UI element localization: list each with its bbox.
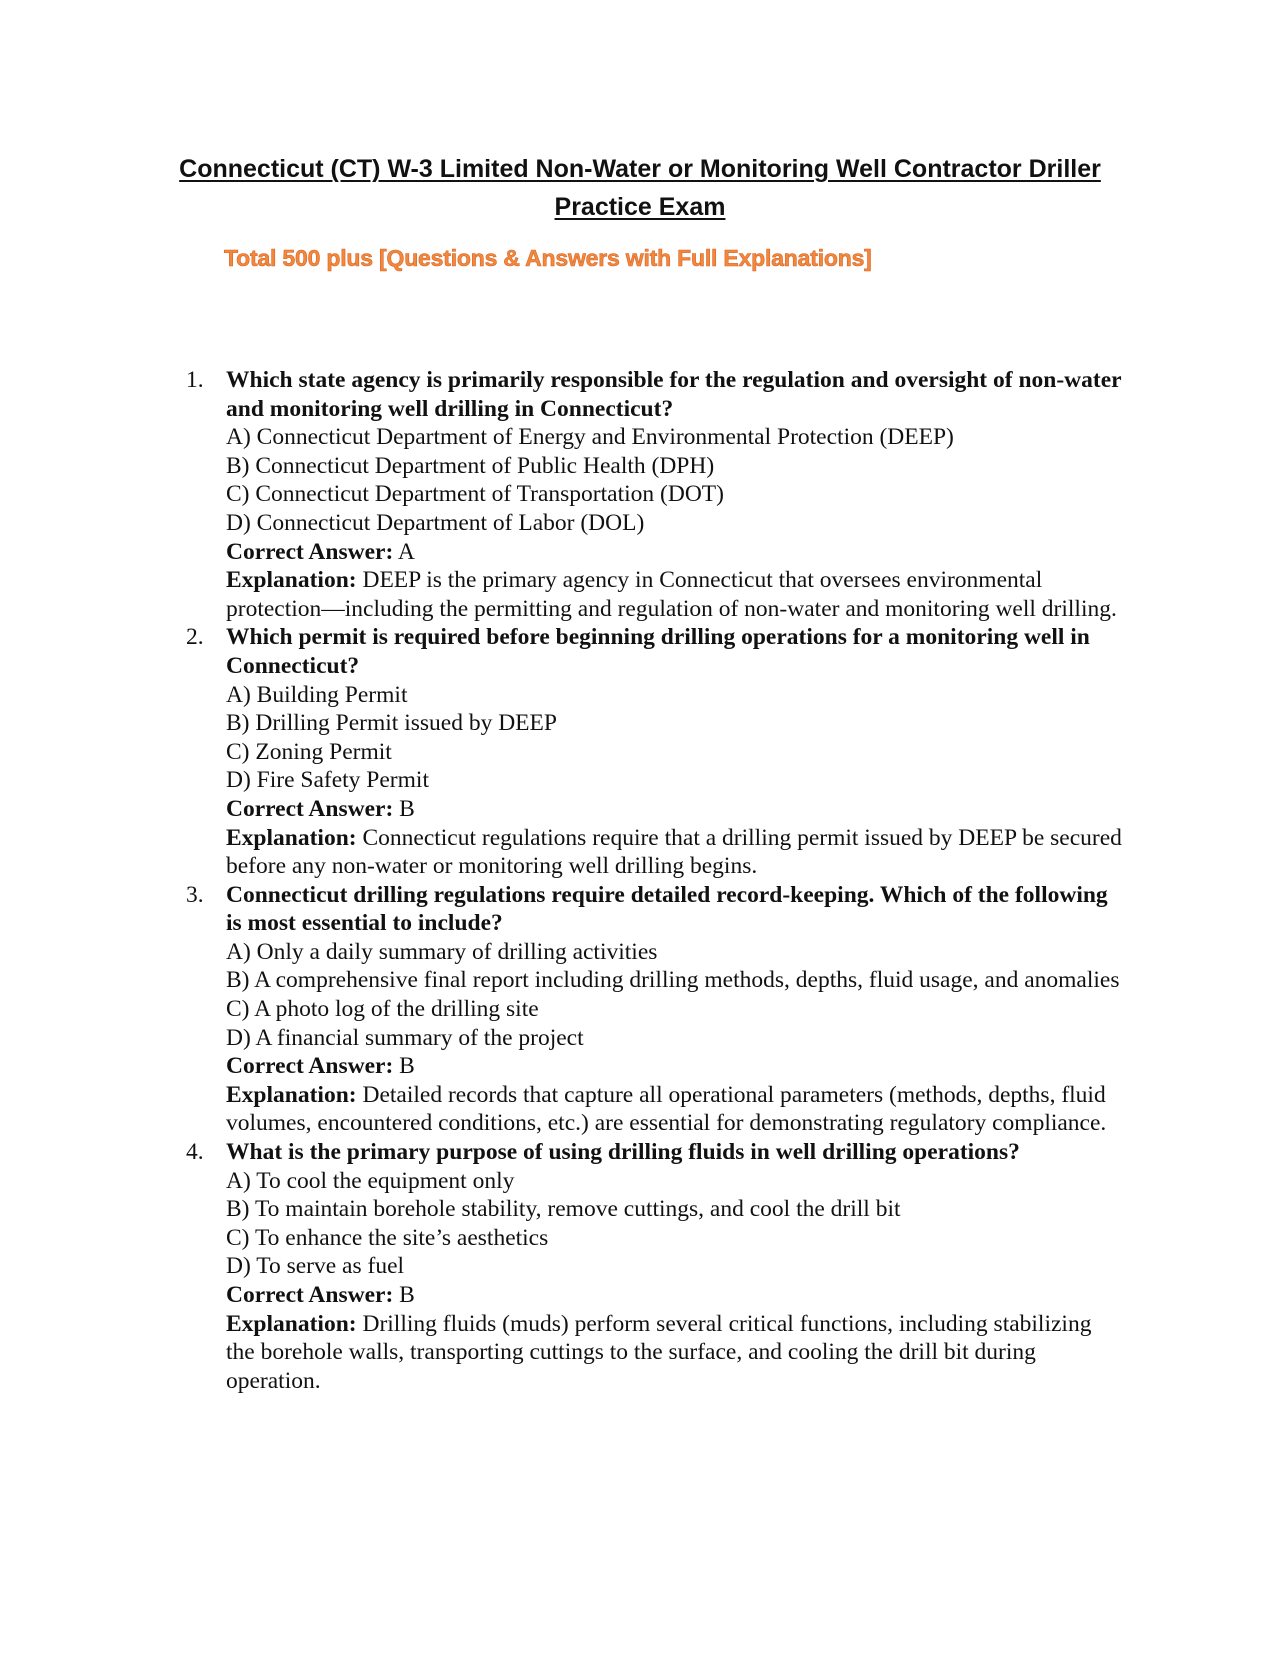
correct-answer-label: Correct Answer: <box>226 1282 394 1308</box>
answer-option: C) Connecticut Department of Transportation (DOT) <box>226 481 724 508</box>
correct-answer <box>226 1281 1126 1310</box>
explanation-text: Detailed records that capture all operational parameters (methods, depths, fluid volumes, encountered conditions, etc.) are essential for demonstrating regulatory compliance. <box>226 1081 1107 1137</box>
question-number: 2. <box>186 624 204 651</box>
correct-answer <box>226 538 1126 567</box>
question-number: 4. <box>186 1139 204 1166</box>
explanation <box>226 1310 1126 1396</box>
answer-option: A) To cool the equipment only <box>226 1167 515 1194</box>
answer-option: D) To serve as fuel <box>226 1253 405 1280</box>
title-line-2: Practice Exam <box>554 193 726 221</box>
question-number: 1. <box>186 367 204 393</box>
question-item <box>186 366 1126 623</box>
title-line-1: Connecticut (CT) W-3 Limited Non-Water or Monitoring Well Contractor Driller <box>179 155 1101 183</box>
question-list <box>186 366 1126 1395</box>
explanation-label: Explanation: <box>226 1310 357 1337</box>
answer-option: A) Only a daily summary of drilling activities <box>226 938 658 965</box>
answer-option: C) Zoning Permit <box>226 738 392 765</box>
explanation <box>226 824 1126 881</box>
correct-answer <box>226 1052 1126 1081</box>
answer-option: D) Fire Safety Permit <box>226 767 429 794</box>
explanation-text: DEEP is the primary agency in Connecticut that oversees environmental protection—including the permitting and regulation of non-water and monitoring well drilling. <box>226 567 1117 622</box>
correct-answer-value: B <box>399 1053 415 1080</box>
explanation-label: Explanation: <box>226 567 357 594</box>
correct-answer-value: A <box>397 538 415 565</box>
answer-option: A) Building Permit <box>226 681 408 708</box>
answer-option: A) Connecticut Department of Energy and Environmental Protection (DEEP) <box>226 424 954 451</box>
explanation-label: Explanation: <box>226 1081 357 1108</box>
correct-answer-label: Correct Answer: <box>226 795 394 822</box>
explanation-text: Connecticut regulations require that a drilling permit issued by DEEP be secured before any non-water or monitoring well drilling begins. <box>226 824 1122 880</box>
document-title <box>140 150 1140 226</box>
question-item <box>186 1138 1126 1395</box>
correct-answer-value: B <box>399 795 415 822</box>
correct-answer-value: B <box>399 1282 415 1308</box>
correct-answer-label: Correct Answer: <box>226 538 394 565</box>
explanation <box>226 566 1126 623</box>
answer-option: D) A financial summary of the project <box>226 1024 584 1051</box>
answer-option: B) To maintain borehole stability, remove cuttings, and cool the drill bit <box>226 1196 901 1223</box>
question-text: Which state agency is primarily responsible for the regulation and oversight of non-water and monitoring well drilling in Connecticut? <box>226 367 1122 422</box>
document-subtitle: Total 500 plus [Questions & Answers with Full Explanations] <box>224 245 872 271</box>
answer-option: C) To enhance the site’s aesthetics <box>226 1224 549 1251</box>
explanation-label: Explanation: <box>226 824 357 851</box>
question-text: What is the primary purpose of using drilling fluids in well drilling operations? <box>226 1139 1020 1166</box>
answer-option: D) Connecticut Department of Labor (DOL) <box>226 509 645 536</box>
answer-option: B) A comprehensive final report including drilling methods, depths, fluid usage, and anomalies <box>226 967 1120 994</box>
question-text: Which permit is required before beginning drilling operations for a monitoring well in Connecticut? <box>226 624 1090 679</box>
correct-answer <box>226 795 1126 824</box>
question-number: 3. <box>186 881 204 908</box>
explanation <box>226 1081 1126 1138</box>
question-item <box>186 623 1126 880</box>
question-item <box>186 881 1126 1138</box>
explanation-text: Drilling fluids (muds) perform several critical functions, including stabilizing the borehole walls, transporting cuttings to the surface, and cooling the drill bit during operation. <box>226 1310 1092 1394</box>
answer-option: B) Drilling Permit issued by DEEP <box>226 710 557 737</box>
answer-option: C) A photo log of the drilling site <box>226 996 539 1023</box>
answer-option: B) Connecticut Department of Public Health (DPH) <box>226 452 715 479</box>
question-text: Connecticut drilling regulations require detailed record-keeping. Which of the following is most essential to include? <box>226 881 1108 937</box>
correct-answer-label: Correct Answer: <box>226 1053 394 1080</box>
